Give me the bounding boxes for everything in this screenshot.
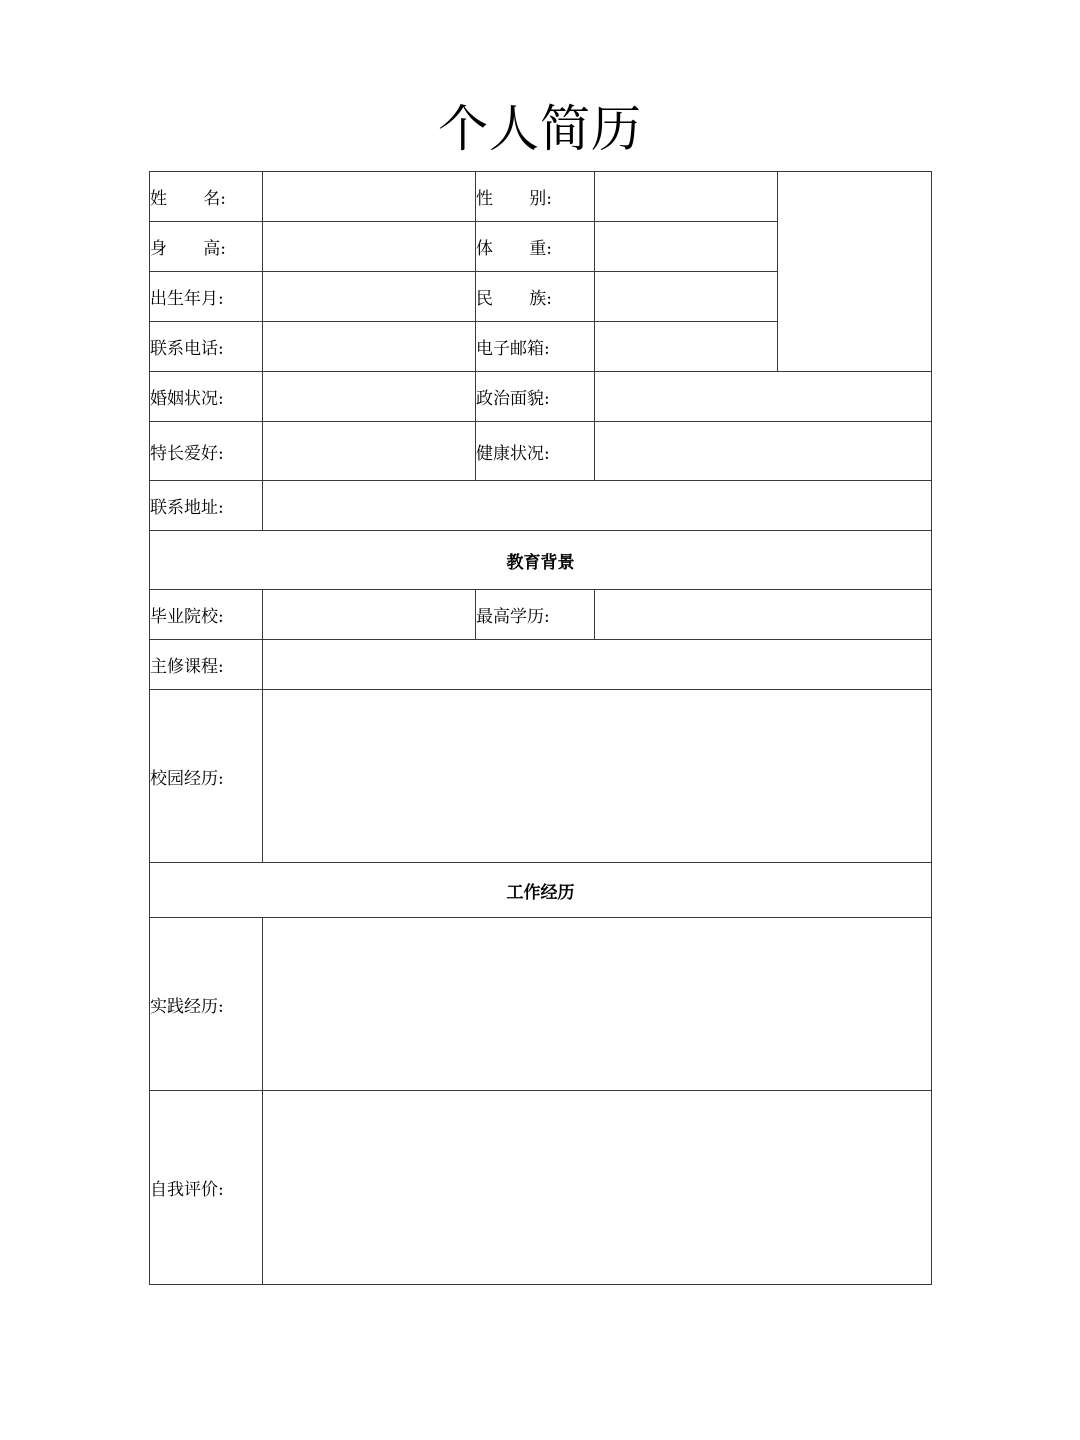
marital-field[interactable] <box>263 372 476 422</box>
height-field[interactable] <box>263 222 476 272</box>
weight-label: 体 重: <box>476 222 595 272</box>
courses-label: 主修课程: <box>150 640 263 690</box>
birth-field[interactable] <box>263 272 476 322</box>
health-field[interactable] <box>595 422 932 481</box>
marital-label: 婚姻状况: <box>150 372 263 422</box>
ethnic-field[interactable] <box>595 272 778 322</box>
weight-field[interactable] <box>595 222 778 272</box>
political-field[interactable] <box>595 372 932 422</box>
gender-field[interactable] <box>595 172 778 222</box>
self-eval-label: 自我评价: <box>150 1091 263 1285</box>
hobbies-label: 特长爱好: <box>150 422 263 481</box>
practice-label: 实践经历: <box>150 918 263 1091</box>
height-label: 身 高: <box>150 222 263 272</box>
campus-label: 校园经历: <box>150 690 263 863</box>
education-section-title: 教育背景 <box>150 531 932 590</box>
phone-label: 联系电话: <box>150 322 263 372</box>
name-label: 姓 名: <box>150 172 263 222</box>
self-eval-field[interactable] <box>263 1091 932 1285</box>
degree-label: 最高学历: <box>476 590 595 640</box>
gender-label: 性 别: <box>476 172 595 222</box>
school-field[interactable] <box>263 590 476 640</box>
photo-area[interactable] <box>778 172 932 372</box>
name-field[interactable] <box>263 172 476 222</box>
birth-label: 出生年月: <box>150 272 263 322</box>
email-field[interactable] <box>595 322 778 372</box>
degree-field[interactable] <box>595 590 932 640</box>
address-field[interactable] <box>263 481 932 531</box>
courses-field[interactable] <box>263 640 932 690</box>
address-label: 联系地址: <box>150 481 263 531</box>
work-section-title: 工作经历 <box>150 863 932 918</box>
school-label: 毕业院校: <box>150 590 263 640</box>
political-label: 政治面貌: <box>476 372 595 422</box>
phone-field[interactable] <box>263 322 476 372</box>
campus-field[interactable] <box>263 690 932 863</box>
hobbies-field[interactable] <box>263 422 476 481</box>
health-label: 健康状况: <box>476 422 595 481</box>
ethnic-label: 民 族: <box>476 272 595 322</box>
page-title: 个人简历 <box>438 100 642 158</box>
practice-field[interactable] <box>263 918 932 1091</box>
resume-table <box>149 171 932 1285</box>
email-label: 电子邮箱: <box>476 322 595 372</box>
